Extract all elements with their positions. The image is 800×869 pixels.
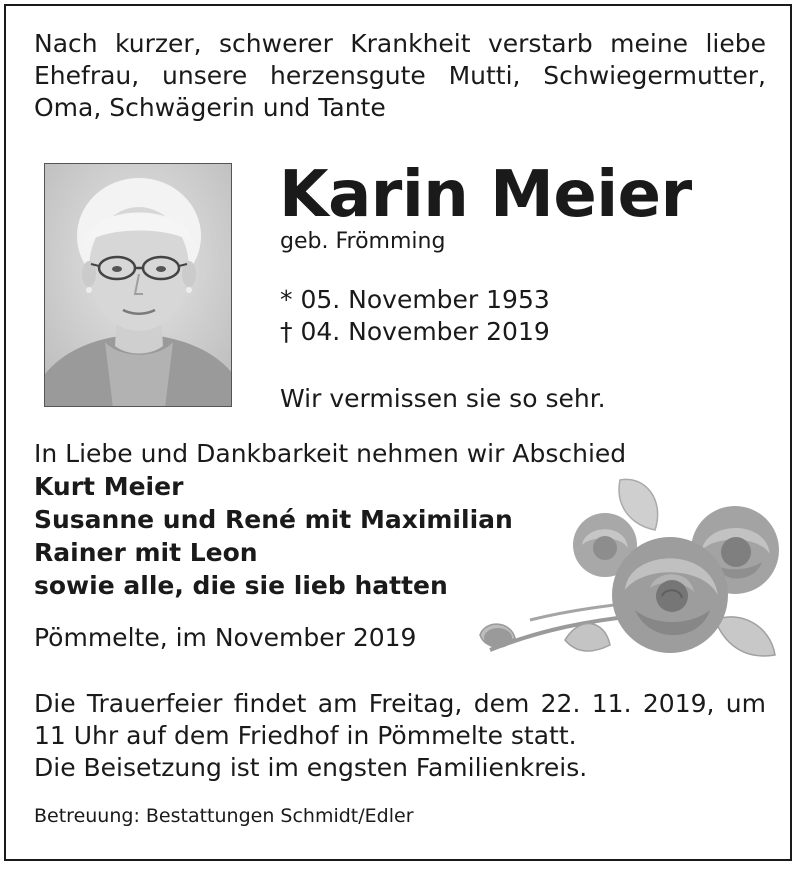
mourner-name: Susanne und René mit Maximilian xyxy=(34,505,513,534)
mourner-name: Kurt Meier xyxy=(34,472,184,501)
place-and-date: Pömmelte, im November 2019 xyxy=(34,623,417,652)
funeral-details: Die Trauerfeier findet am Freitag, dem 22. 11. 2019, um 11 Uhr auf dem Friedhof in Pömmelte statt. xyxy=(34,689,766,750)
roses-illustration xyxy=(470,470,795,685)
death-date: † 04. November 2019 xyxy=(280,317,550,346)
maiden-name: geb. Frömming xyxy=(280,229,446,254)
portrait-photo xyxy=(44,163,232,407)
memorial-quote: Wir vermissen sie so sehr. xyxy=(280,384,606,413)
birth-date: * 05. November 1953 xyxy=(280,285,550,314)
undertaker-credit: Betreuung: Bestattungen Schmidt/Edler xyxy=(34,805,414,827)
intro-text: Nach kurzer, schwerer Krankheit verstarb meine liebe Ehefrau, unsere herzensgute Mutti, Schwiegermutter, Oma, Schwägerin und Tante xyxy=(34,29,766,122)
mourner-name: sowie alle, die sie lieb hatten xyxy=(34,571,448,600)
burial-note: Die Beisetzung ist im engsten Familienkreis. xyxy=(34,753,588,782)
mourner-name: Rainer mit Leon xyxy=(34,538,258,567)
deceased-name: Karin Meier xyxy=(279,158,692,232)
farewell-intro: In Liebe und Dankbarkeit nehmen wir Abschied xyxy=(34,439,627,468)
